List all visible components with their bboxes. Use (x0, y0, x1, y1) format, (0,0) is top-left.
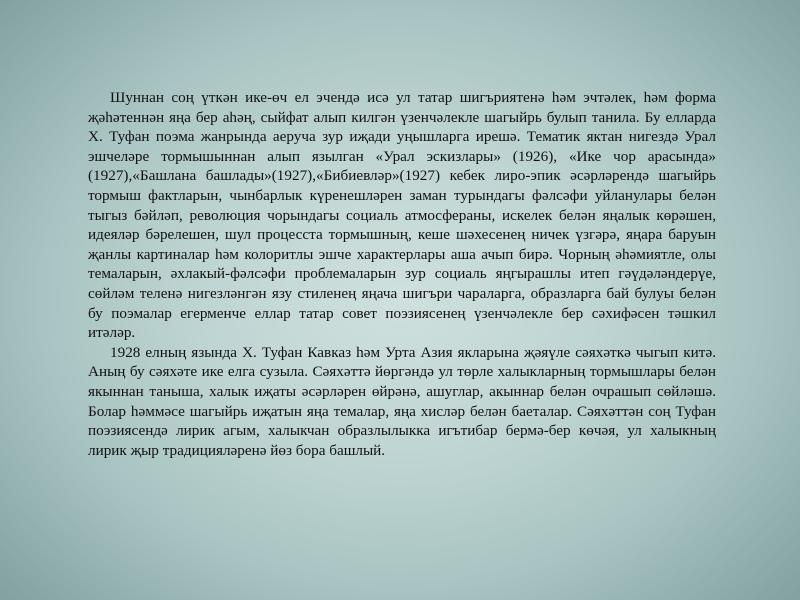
paragraph-2: 1928 елның язында Х. Туфан Кавказ һәм Урта Азия якларына җәяүле сәяхәткә чыгып китә. Аның бу сәяхәте ике елга сузыла. Сәяхәттә йөргәндә ул төрле халыкларның тормышлары белән якыннан таныша, халык иҗаты әсәрләрен өйрәнә, ашуглар, акыннар белән очрашып сөйләшә. Болар һәммәсе шагыйрь иҗатын яңа темалар, яңа хисләр белән баеталар. Сәяхәттән соң Туфан поэзиясендә лирик агым, халыкчан образлылыкка игътибар бермә-бер көчәя, ул халыкның лирик җыр традицияләренә йөз бора башлый. (88, 343, 716, 459)
paragraph-1: Шуннан соң үткән ике-өч ел эчендә исә ул татар шигъриятенә һәм эчтәлек, һәм форма җәһәтеннән яңа бер аһәң, сыйфат алып килгән үзенчәлекле шагыйрь булып танила. Бу елларда Х. Туфан поэма жанрында аеруча зур иҗади уңышларга ирешә. Тематик яктан нигездә Урал эшчеләре тормышыннан алып язылган «Урал эскизлары» (1926), «Ике чор арасында» (1927),«Башлана башлады»(1927),«Бибиевләр»(1927) кебек лиро-эпик әсәрләрендә шагыйрь тормыш фактларын, чынбарлык күренешләрен заман турындагы фәлсәфи уйланулары белән тыгыз бәйләп, революция чорындагы социаль атмосфераны, искелек белән яңалык көрәшен, идеяләр бәрелешен, шул процесста тормышның, кеше шәхесенең ничек үзгәрә, яңара баруын җанлы картиналар һәм колоритлы эшче характерлары аша ачып бирә. Чорның әһәмиятле, олы темаларын, әхлакый-фәлсәфи проблемаларын зур социаль яңгырашлы итеп гәүдәләндерүе, сөйләм теленә нигезләнгән язу стиленең яңача шигъри чараларга, образларга бай булуы белән бу поэмалар егерменче еллар татар совет поэзиясенең үзенчәлекле бер сәхифәсен тәшкил итәләр. (88, 89, 716, 342)
text-body (88, 88, 716, 460)
